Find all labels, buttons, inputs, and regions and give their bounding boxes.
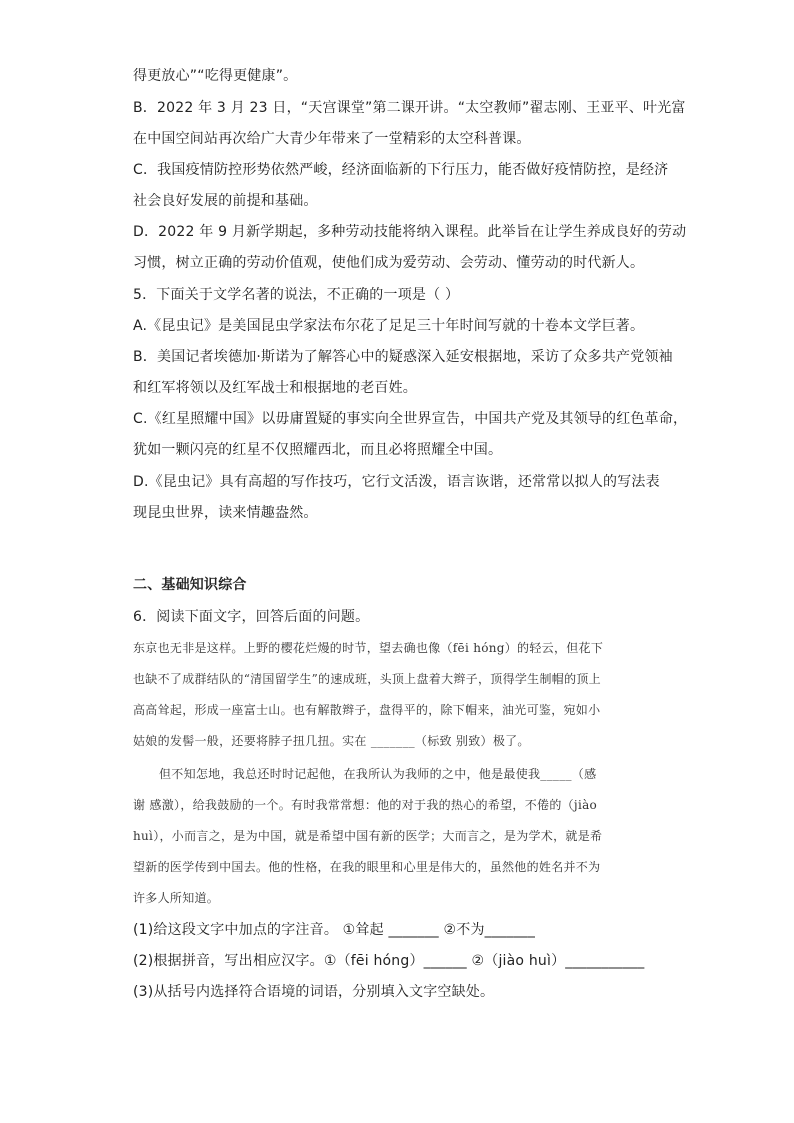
passage-p2-line-1: 但不知怎地，我总还时时记起他，在我所认为我师的之中，他是最使我_____（感 xyxy=(159,767,597,781)
q5-option-c-line-2: 犹如一颗闪亮的红星不仅照耀西北，而且必将照耀全中国。 xyxy=(133,442,503,458)
passage-p1-line-3: 高高耸起，形成一座富士山。也有解散辫子，盘得平的，除下帽来，油光可鉴，宛如小 xyxy=(133,703,601,717)
passage-p1-line-4: 姑娘的发髻一般，还要将脖子扭几扭。实在 _______（标致 别致）极了。 xyxy=(133,734,530,748)
q4-option-c-line-1: C．我国疫情防控形势依然严峻，经济面临新的下行压力，能否做好疫情防控，是经济 xyxy=(133,162,669,178)
passage-p1-line-1: 东京也无非是这样。上野的樱花烂熳的时节，望去确也像（fēi hóng）的轻云，但花下 xyxy=(133,641,604,655)
q5-option-d-line-2: 现昆虫世界，读来情趣盎然。 xyxy=(133,505,318,521)
q6-sub-question-2: (2)根据拼音，写出相应汉字。①（fēi hóng）______ ②（jiào huì）___________ xyxy=(133,953,645,969)
q5-option-b-line-1: B．美国记者埃德加·斯诺为了解答心中的疑惑深入延安根据地，采访了众多共产党领袖 xyxy=(133,349,673,365)
passage-p2-line-4: 望新的医学传到中国去。他的性格，在我的眼里和心里是伟大的，虽然他的姓名并不为 xyxy=(133,860,601,874)
q5-option-d-line-1: D.《昆虫记》具有高超的写作技巧，它行文活泼，语言诙谐，还常常以拟人的写法表 xyxy=(133,474,660,490)
question-6-stem: 6．阅读下面文字，回答后面的问题。 xyxy=(133,609,370,625)
q6-sub-question-3: (3)从括号内选择符合语境的词语，分别填入文字空缺处。 xyxy=(133,984,495,1000)
q5-option-c-line-1: C.《红星照耀中国》以毋庸置疑的事实向全世界宣告，中国共产党及其领导的红色革命， xyxy=(133,411,688,427)
section-2-heading: 二、基础知识综合 xyxy=(133,577,247,593)
q5-option-b-line-2: 和红军将领以及红军战士和根据地的老百姓。 xyxy=(133,380,417,396)
passage-p2-line-3: huì），小而言之，是为中国，就是希望中国有新的医学；大而言之，是为学术，就是希 xyxy=(133,829,603,843)
q5-option-a: A.《昆虫记》是美国昆虫学家法布尔花了足足三十年时间写就的十卷本文学巨著。 xyxy=(133,318,645,334)
passage-p2-line-2: 谢 感激），给我鼓励的一个。有时我常常想：他的对于我的热心的希望，不倦的（jiào xyxy=(133,798,598,812)
q4-option-b-line-2: 在中国空间站再次给广大青少年带来了一堂精彩的太空科普课。 xyxy=(133,131,531,147)
q4-option-c-line-2: 社会良好发展的前提和基础。 xyxy=(133,193,318,209)
question-5-stem: 5．下面关于文学名著的说法，不正确的一项是（ ） xyxy=(133,287,460,303)
q6-sub-question-1: (1)给这段文字中加点的字注音。 ①耸起 _______ ②不为_______ xyxy=(133,922,536,938)
passage-p1-line-2: 也缺不了成群结队的“清国留学生”的速成班，头顶上盘着大辫子，顶得学生制帽的顶上 xyxy=(133,672,601,686)
q4-option-d-line-1: D．2022 年 9 月新学期起，多种劳动技能将纳入课程。此举旨在让学生养成良好的劳动 xyxy=(133,224,687,240)
passage-p2-line-5: 许多人所知道。 xyxy=(133,891,220,905)
q4-option-b-line-1: B．2022 年 3 月 23 日，“天宫课堂”第二课开讲。“太空教师”翟志刚、王亚平、叶光富 xyxy=(133,100,686,116)
q4-option-a-tail: 得更放心”“吃得更健康”。 xyxy=(133,68,298,84)
q4-option-d-line-2: 习惯，树立正确的劳动价值观，使他们成为爱劳动、会劳动、懂劳动的时代新人。 xyxy=(133,255,645,271)
